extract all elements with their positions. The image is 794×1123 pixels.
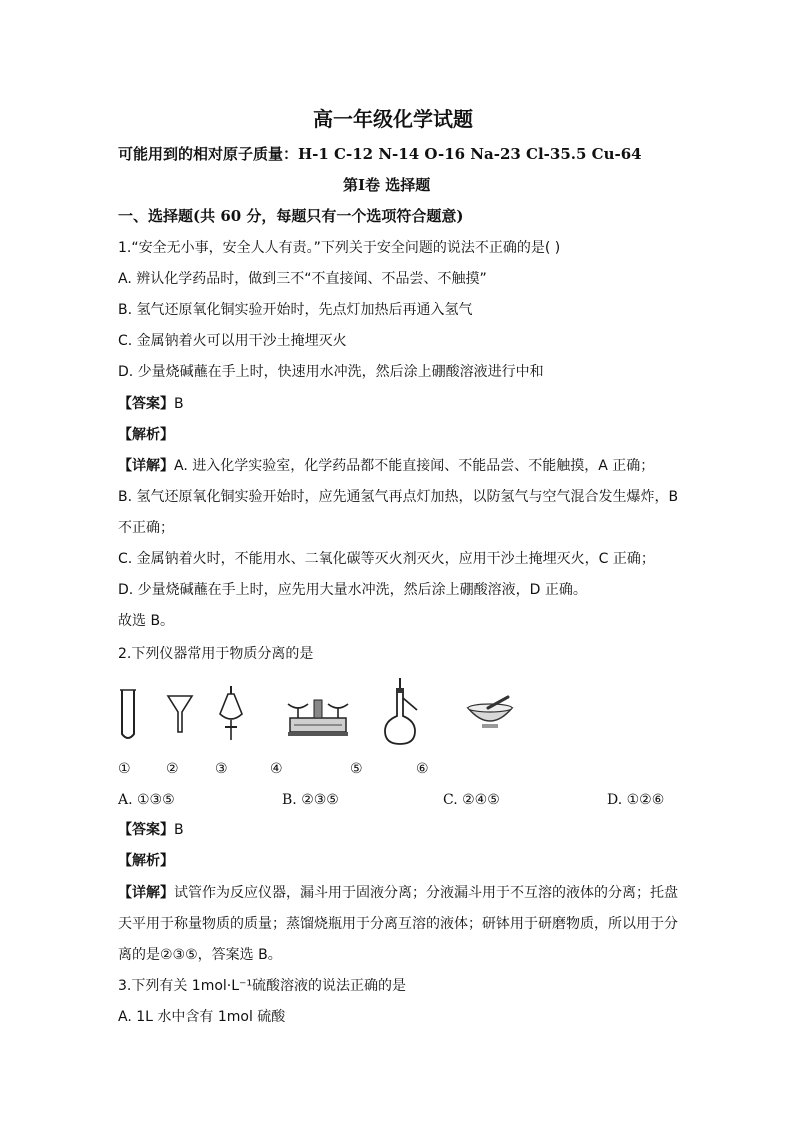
atomic-masses: 可能用到的相对原子质量：H-1 C-12 N-14 O-16 Na-23 Cl-35.5 Cu-64 — [118, 145, 642, 163]
q1-option-c: C. 金属钠着火可以用干沙土掩埋灭火 — [118, 333, 347, 349]
apparatus-label-5: ⑤ — [350, 761, 363, 777]
q2-detail-line-1 — [118, 884, 678, 902]
answer-value: B — [174, 822, 184, 838]
separatory-funnel-icon — [216, 684, 246, 742]
apparatus-label-4: ④ — [270, 761, 283, 777]
q2-analysis-tag: 【解析】 — [118, 853, 174, 869]
apparatus-label-2: ② — [166, 761, 179, 777]
q2-stem: 2.下列仪器常用于物质分离的是 — [118, 646, 314, 662]
q3-option-a: A. 1L 水中含有 1mol 硫酸 — [118, 1009, 286, 1025]
q2-detail-line-2: 天平用于称量物质的质量；蒸馏烧瓶用于分离互溶的液体；研钵用于研磨物质，所以用于分 — [118, 916, 678, 932]
detail-tag: 【详解】 — [118, 885, 174, 901]
q2-option-c: C. ②④⑤ — [443, 792, 500, 808]
q1-analysis-tag: 【解析】 — [118, 427, 174, 443]
q3-stem: 3.下列有关 1mol·L⁻¹硫酸溶液的说法正确的是 — [118, 978, 407, 994]
funnel-icon — [166, 694, 194, 734]
apparatus-label-3: ③ — [215, 761, 228, 777]
detail-text: 试管作为反应仪器，漏斗用于固液分离；分液漏斗用于不互溶的液体的分离；托盘 — [174, 885, 678, 901]
q1-option-b: B. 氢气还原氧化铜实验开始时，先点灯加热后再通入氢气 — [118, 302, 473, 318]
test-tube-icon — [118, 688, 138, 744]
q1-detail-line-6: 故选 B。 — [118, 613, 175, 629]
q1-detail-line-4: C. 金属钠着火时，不能用水、二氧化碳等灭火剂灭火，应用干沙土掩埋灭火，C 正确； — [118, 551, 655, 567]
apparatus-label-6: ⑥ — [416, 761, 429, 777]
volume-heading: 第Ⅰ卷 选择题 — [343, 176, 431, 194]
q1-detail-line-5: D. 少量烧碱蘸在手上时，应先用大量水冲洗，然后涂上硼酸溶液，D 正确。 — [118, 582, 587, 598]
answer-value: B — [174, 396, 184, 412]
detail-tag: 【详解】 — [118, 458, 174, 474]
apparatus-label-1: ① — [118, 761, 131, 777]
page-title: 高一年级化学试题 — [313, 107, 473, 131]
q1-detail-line-2: B. 氢气还原氧化铜实验开始时，应先通氢气再点灯加热，以防氢气与空气混合发生爆炸，B — [118, 489, 679, 505]
q1-answer — [118, 395, 184, 413]
q1-detail-line-3: 不正确； — [118, 520, 174, 536]
section-heading: 一、选择题(共 60 分，每题只有一个选项符合题意) — [118, 207, 464, 225]
q1-detail-line-1 — [118, 457, 654, 475]
q1-option-d: D. 少量烧碱蘸在手上时，快速用水冲洗，然后涂上硼酸溶液进行中和 — [118, 364, 544, 380]
q1-option-a: A. 辨认化学药品时，做到三不“不直接闻、不品尝、不触摸” — [118, 271, 487, 287]
q2-option-b: B. ②③⑤ — [282, 792, 339, 808]
q2-option-a: A. ①③⑤ — [118, 792, 175, 808]
q2-answer — [118, 821, 184, 839]
q1-stem: 1.“安全无小事，安全人人有责。”下列关于安全问题的说法不正确的是( ) — [118, 240, 561, 256]
answer-tag: 【答案】 — [118, 396, 174, 412]
mortar-pestle-icon — [466, 694, 514, 730]
answer-tag: 【答案】 — [118, 822, 174, 838]
q2-option-d: D. ①②⑥ — [607, 792, 665, 808]
distillation-flask-icon — [382, 676, 420, 746]
q2-detail-line-3: 离的是②③⑤，答案选 B。 — [118, 947, 282, 963]
detail-text: A. 进入化学实验室，化学药品都不能直接闻、不能品尝、不能触摸，A 正确； — [174, 458, 655, 474]
balance-icon — [284, 696, 352, 738]
